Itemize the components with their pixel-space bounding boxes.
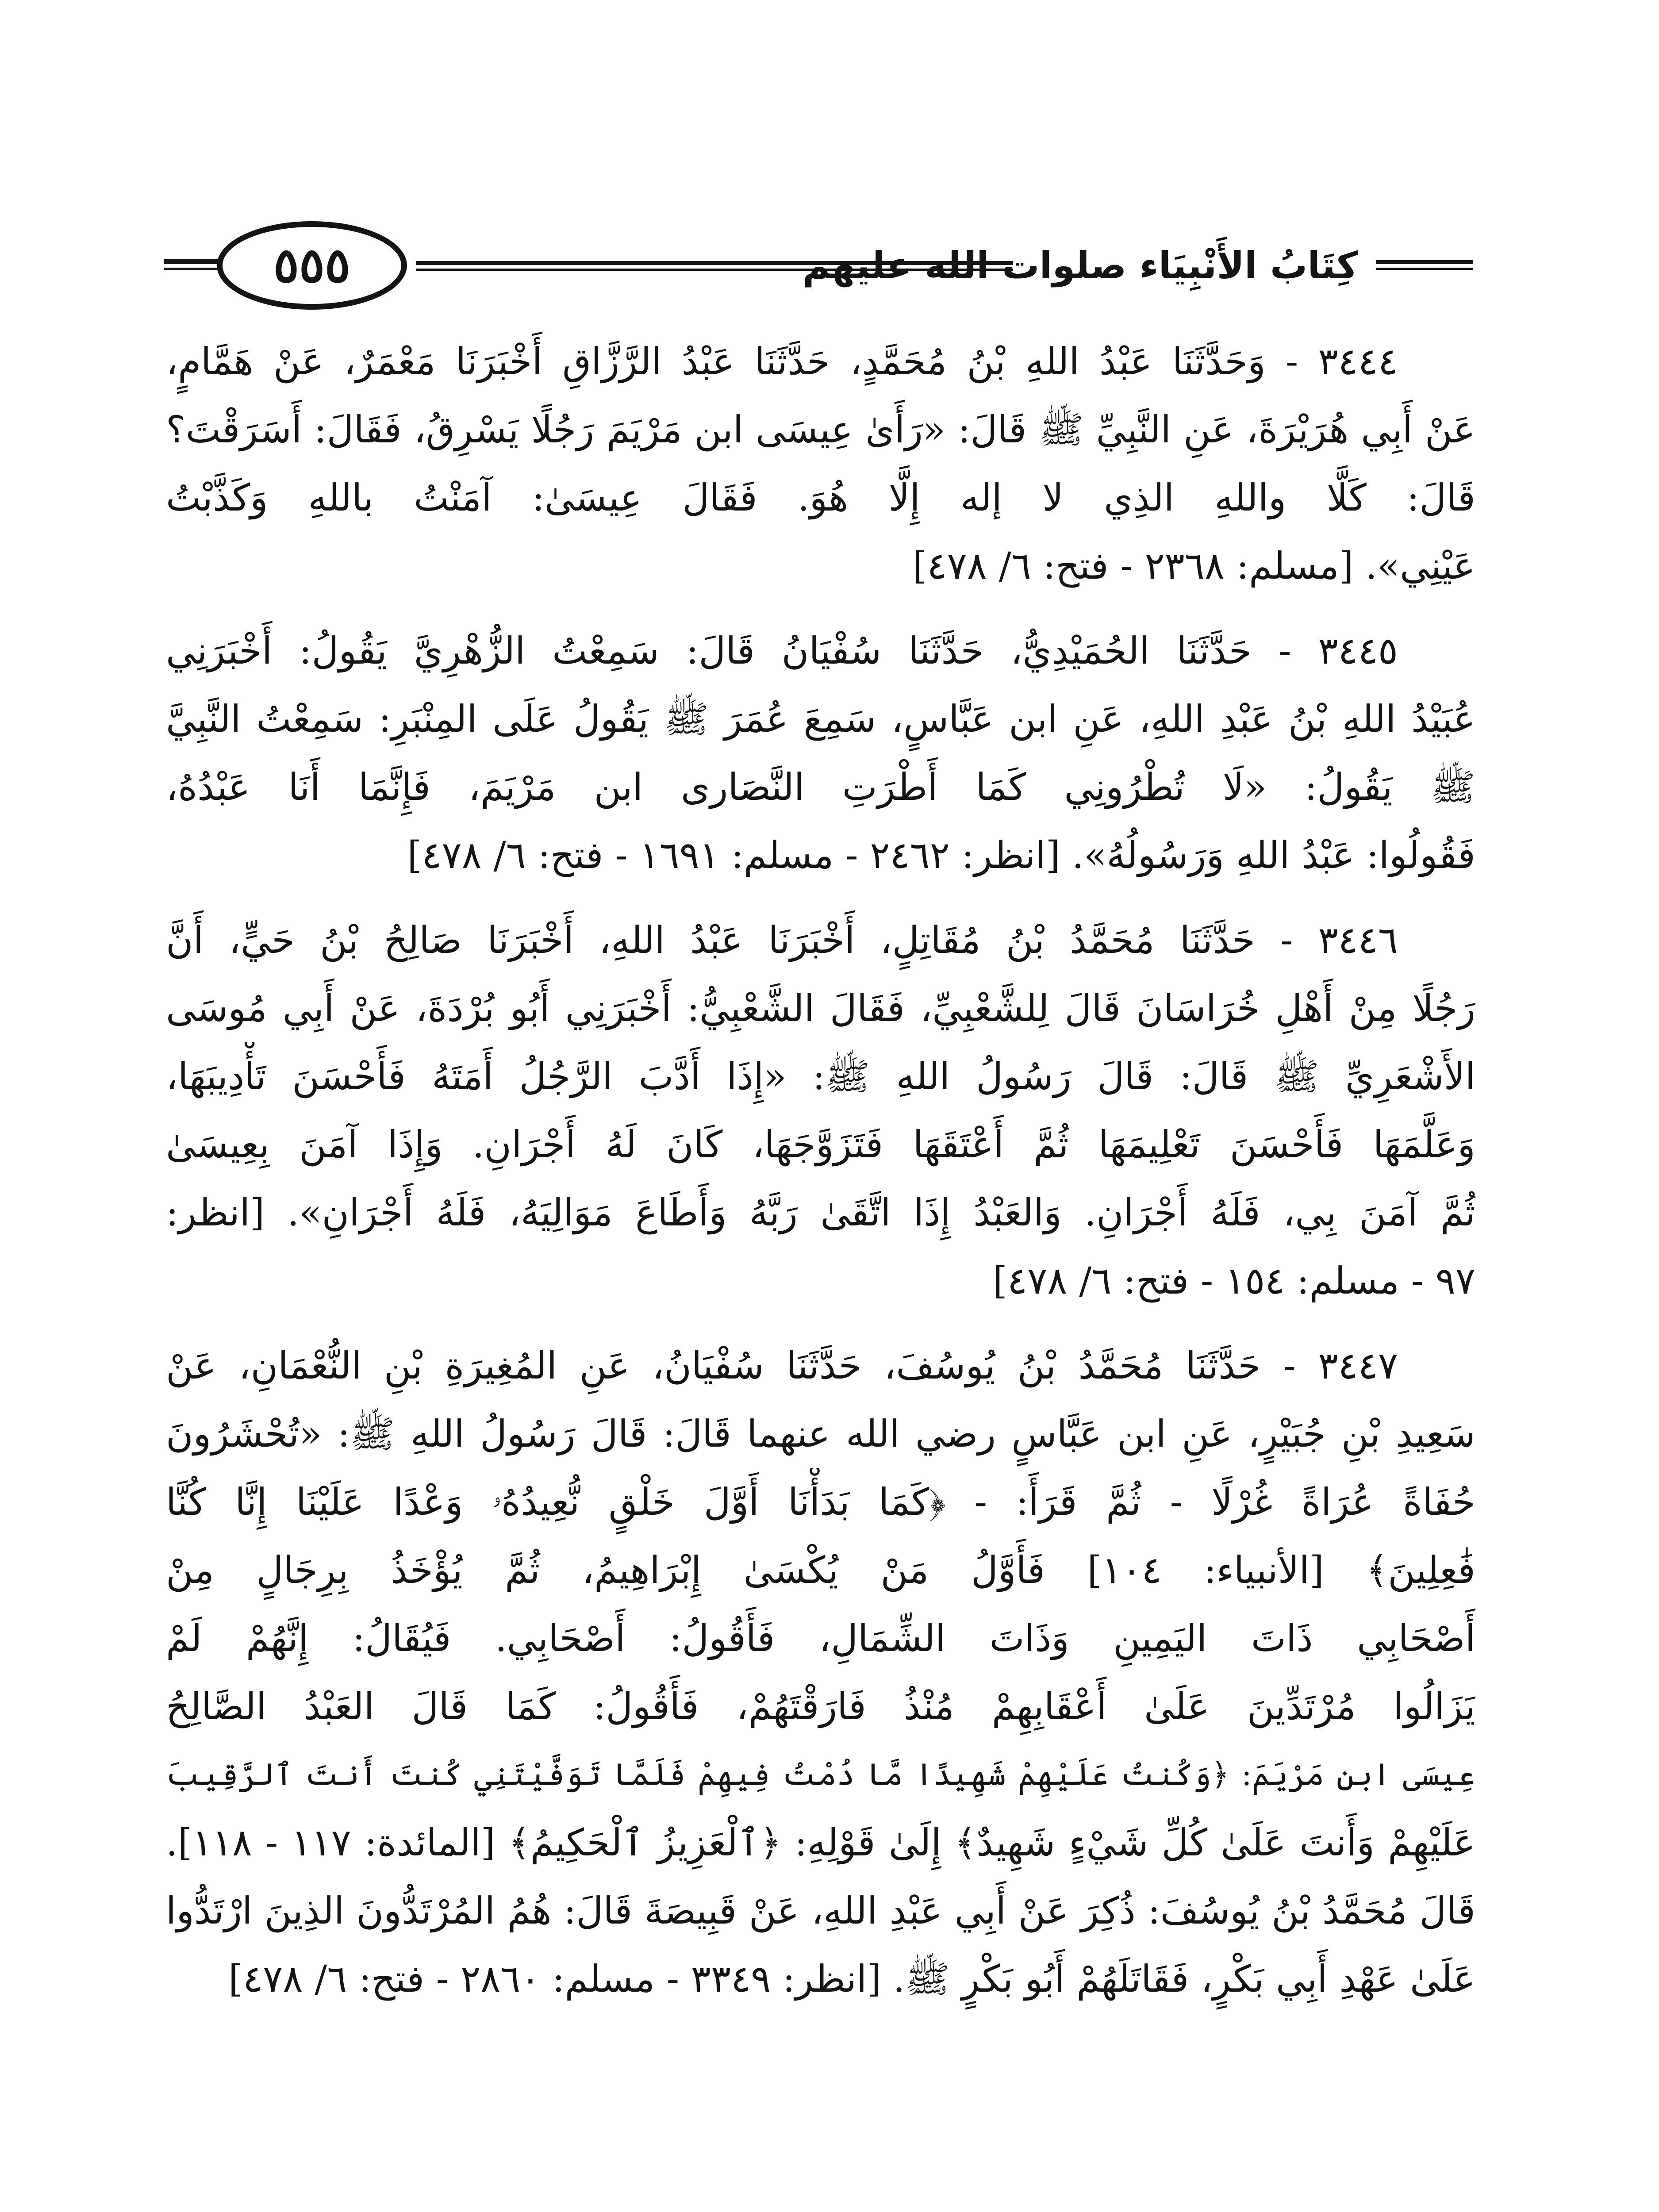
text-line: ثُمَّ آمَنَ بِي، فَلَهُ أَجْرَانِ. وَالعَبْدُ إِذَا اتَّقَىٰ رَبَّهُ وَأَطَاعَ مَوَالِيَهُ، فَلَهُ أَجْرَانِ». [انظر: xyxy=(166,1191,1475,1234)
hadith-3447 xyxy=(166,1332,1475,2013)
text-line: عَلَىٰ عَهْدِ أَبِي بَكْرٍ، فَقَاتَلَهُمْ أَبُو بَكْرٍ ﷺ. [انظر: ٣٣٤٩ - مسلم: ٢٨٦٠ - فتح: ٦/ ٤٧٨] xyxy=(228,1957,1475,2001)
book-title: كِتَابُ الأَنْبِيَاء صلوات الله عليهم xyxy=(802,244,1358,287)
text-line: يَزَالُوا مُرْتَدِّينَ عَلَىٰ أَعْقَابِهِمْ مُنْذُ فَارَقْتَهُمْ، فَأَقُولُ: كَمَا قَالَ العَبْدُ الصَّالِحُ xyxy=(166,1685,1475,1728)
page-body xyxy=(166,327,1475,2030)
text-line: سَعِيدِ بْنِ جُبَيْرٍ، عَنِ ابن عَبَّاسٍ رضي الله عنهما قَالَ: قَالَ رَسُولُ اللهِ ﷺ: «تُحْشَرُونَ xyxy=(166,1412,1475,1455)
page-number: ٥٥٥ xyxy=(273,238,351,293)
text-line: قَالَ: كَلَّا واللهِ الذِي لا إله إِلَّا هُوَ. فَقَالَ عِيسَىٰ: آمَنْتُ باللهِ وَكَذَّبْتُ xyxy=(166,476,1475,519)
text-line: ٣٤٤٤ - وَحَدَّثَنَا عَبْدُ اللهِ بْنُ مُحَمَّدٍ، حَدَّثَنَا عَبْدُ الرَّزَّاقِ أَخْبَرَنَا مَعْمَرٌ، عَنْ هَمَّامٍ، xyxy=(166,340,1398,383)
text-line: عَنْ أَبِي هُرَيْرَةَ، عَنِ النَّبِيِّ ﷺ قَالَ: «رَأَىٰ عِيسَى ابن مَرْيَمَ رَجُلًا يَسْرِقُ، فَقَالَ: أَسَرَقْتَ؟ xyxy=(166,408,1475,451)
text-line: عُبَيْدُ اللهِ بْنُ عَبْدِ اللهِ، عَنِ ابن عَبَّاسٍ، سَمِعَ عُمَرَ ﷺ يَقُولُ عَلَى المِنْبَرِ: سَمِعْتُ النَّبِيَّ xyxy=(166,697,1475,741)
text-line: ٣٤٤٥ - حَدَّثَنَا الحُمَيْدِيُّ، حَدَّثَنَا سُفْيَانُ قَالَ: سَمِعْتُ الزُّهْرِيَّ يَقُولُ: أَخْبَرَنِي xyxy=(166,629,1398,672)
text-line: حُفَاةً عُرَاةً غُرْلًا - ثُمَّ قَرَأَ: - ﴿كَمَا بَدَأْنَا أَوَّلَ خَلْقٍ نُّعِيدُهُۥ وَعْدًا عَلَيْنَا إِنَّا كُنَّا xyxy=(166,1480,1475,1524)
hadith-3444 xyxy=(166,327,1475,600)
page-number-frame xyxy=(217,221,407,310)
hadith-3446 xyxy=(166,906,1475,1315)
text-line: عَلَيْهِمْ وَأَنتَ عَلَىٰ كُلِّ شَيْءٍ شَهِيدٌ﴾ إِلَىٰ قَوْلِهِ: ﴿ٱلْعَزِيزُ ٱلْحَكِيمُ﴾ [المائدة: ١١٧ - ١١٨]. xyxy=(166,1821,1475,1864)
text-line: فَقُولُوا: عَبْدُ اللهِ وَرَسُولُهُ». [انظر: ٢٤٦٢ - مسلم: ١٦٩١ - فتح: ٦/ ٤٧٨] xyxy=(407,833,1475,877)
text-line: ٣٤٤٦ - حَدَّثَنَا مُحَمَّدُ بْنُ مُقَاتِلٍ، أَخْبَرَنَا عَبْدُ اللهِ، أَخْبَرَنَا صَالِحُ بْنُ حَيٍّ، أَنَّ xyxy=(166,918,1398,962)
text-line: عِيسَى ابن مَرْيَمَ: ﴿وَكُنتُ عَلَيْهِمْ شَهِيدًا مَّا دُمْتُ فِيهِمْ فَلَمَّا تَوَفَّيْتَنِي كُنتَ أَنتَ ٱلرَّقِيبَ xyxy=(166,1756,1475,1793)
text-line: الأَشْعَرِيِّ ﷺ قَالَ: قَالَ رَسُولُ اللهِ ﷺ: «إِذَا أَدَّبَ الرَّجُلُ أَمَتَهُ فَأَحْسَنَ تَأْدِيبَهَا، xyxy=(166,1055,1475,1098)
text-line: أَصْحَابِي ذَاتَ اليَمِينِ وَذَاتَ الشِّمَالِ، فَأَقُولُ: أَصْحَابِي. فَيُقَالُ: إِنَّهُمْ لَمْ xyxy=(166,1617,1475,1660)
text-line: ﷺ يَقُولُ: «لَا تُطْرُونِي كَمَا أَطْرَتِ النَّصَارى ابن مَرْيَمَ، فَإِنَّمَا أَنَا عَبْدُهُ، xyxy=(166,765,1475,809)
text-line: ٣٤٤٧ - حَدَّثَنَا مُحَمَّدُ بْنُ يُوسُفَ، حَدَّثَنَا سُفْيَانُ، عَنِ المُغِيرَةِ بْنِ النُّعْمَانِ، عَنْ xyxy=(166,1344,1398,1387)
running-header xyxy=(164,221,1473,314)
header-rule-right xyxy=(1376,260,1473,270)
text-line: ٩٧ - مسلم: ١٥٤ - فتح: ٦/ ٤٧٨] xyxy=(993,1259,1475,1302)
text-line: قَالَ مُحَمَّدُ بْنُ يُوسُفَ: ذُكِرَ عَنْ أَبِي عَبْدِ اللهِ، عَنْ قَبِيصَةَ قَالَ: هُمُ المُرْتَدُّونَ الذِينَ ارْتَدُّوا xyxy=(166,1889,1475,1932)
hadith-3445 xyxy=(166,617,1475,889)
text-line: رَجُلًا مِنْ أَهْلِ خُرَاسَانَ قَالَ لِلشَّعْبِيِّ، فَقَالَ الشَّعْبِيُّ: أَخْبَرَنِي أَبُو بُرْدَةَ، عَنْ أَبِي مُوسَى xyxy=(166,987,1475,1030)
text-line: فَٰعِلِينَ﴾ [الأنبياء: ١٠٤] فَأَوَّلُ مَنْ يُكْسَىٰ إِبْرَاهِيمُ، ثُمَّ يُؤْخَذُ بِرِجَالٍ مِنْ xyxy=(166,1548,1475,1592)
text-line: وَعَلَّمَهَا فَأَحْسَنَ تَعْلِيمَهَا ثُمَّ أَعْتَقَهَا فَتَزَوَّجَهَا، كَانَ لَهُ أَجْرَانِ. وَإِذَا آمَنَ بِعِيسَىٰ xyxy=(166,1123,1475,1166)
text-line: عَيْنِي». [مسلم: ٢٣٦٨ - فتح: ٦/ ٤٧٨] xyxy=(912,544,1475,588)
